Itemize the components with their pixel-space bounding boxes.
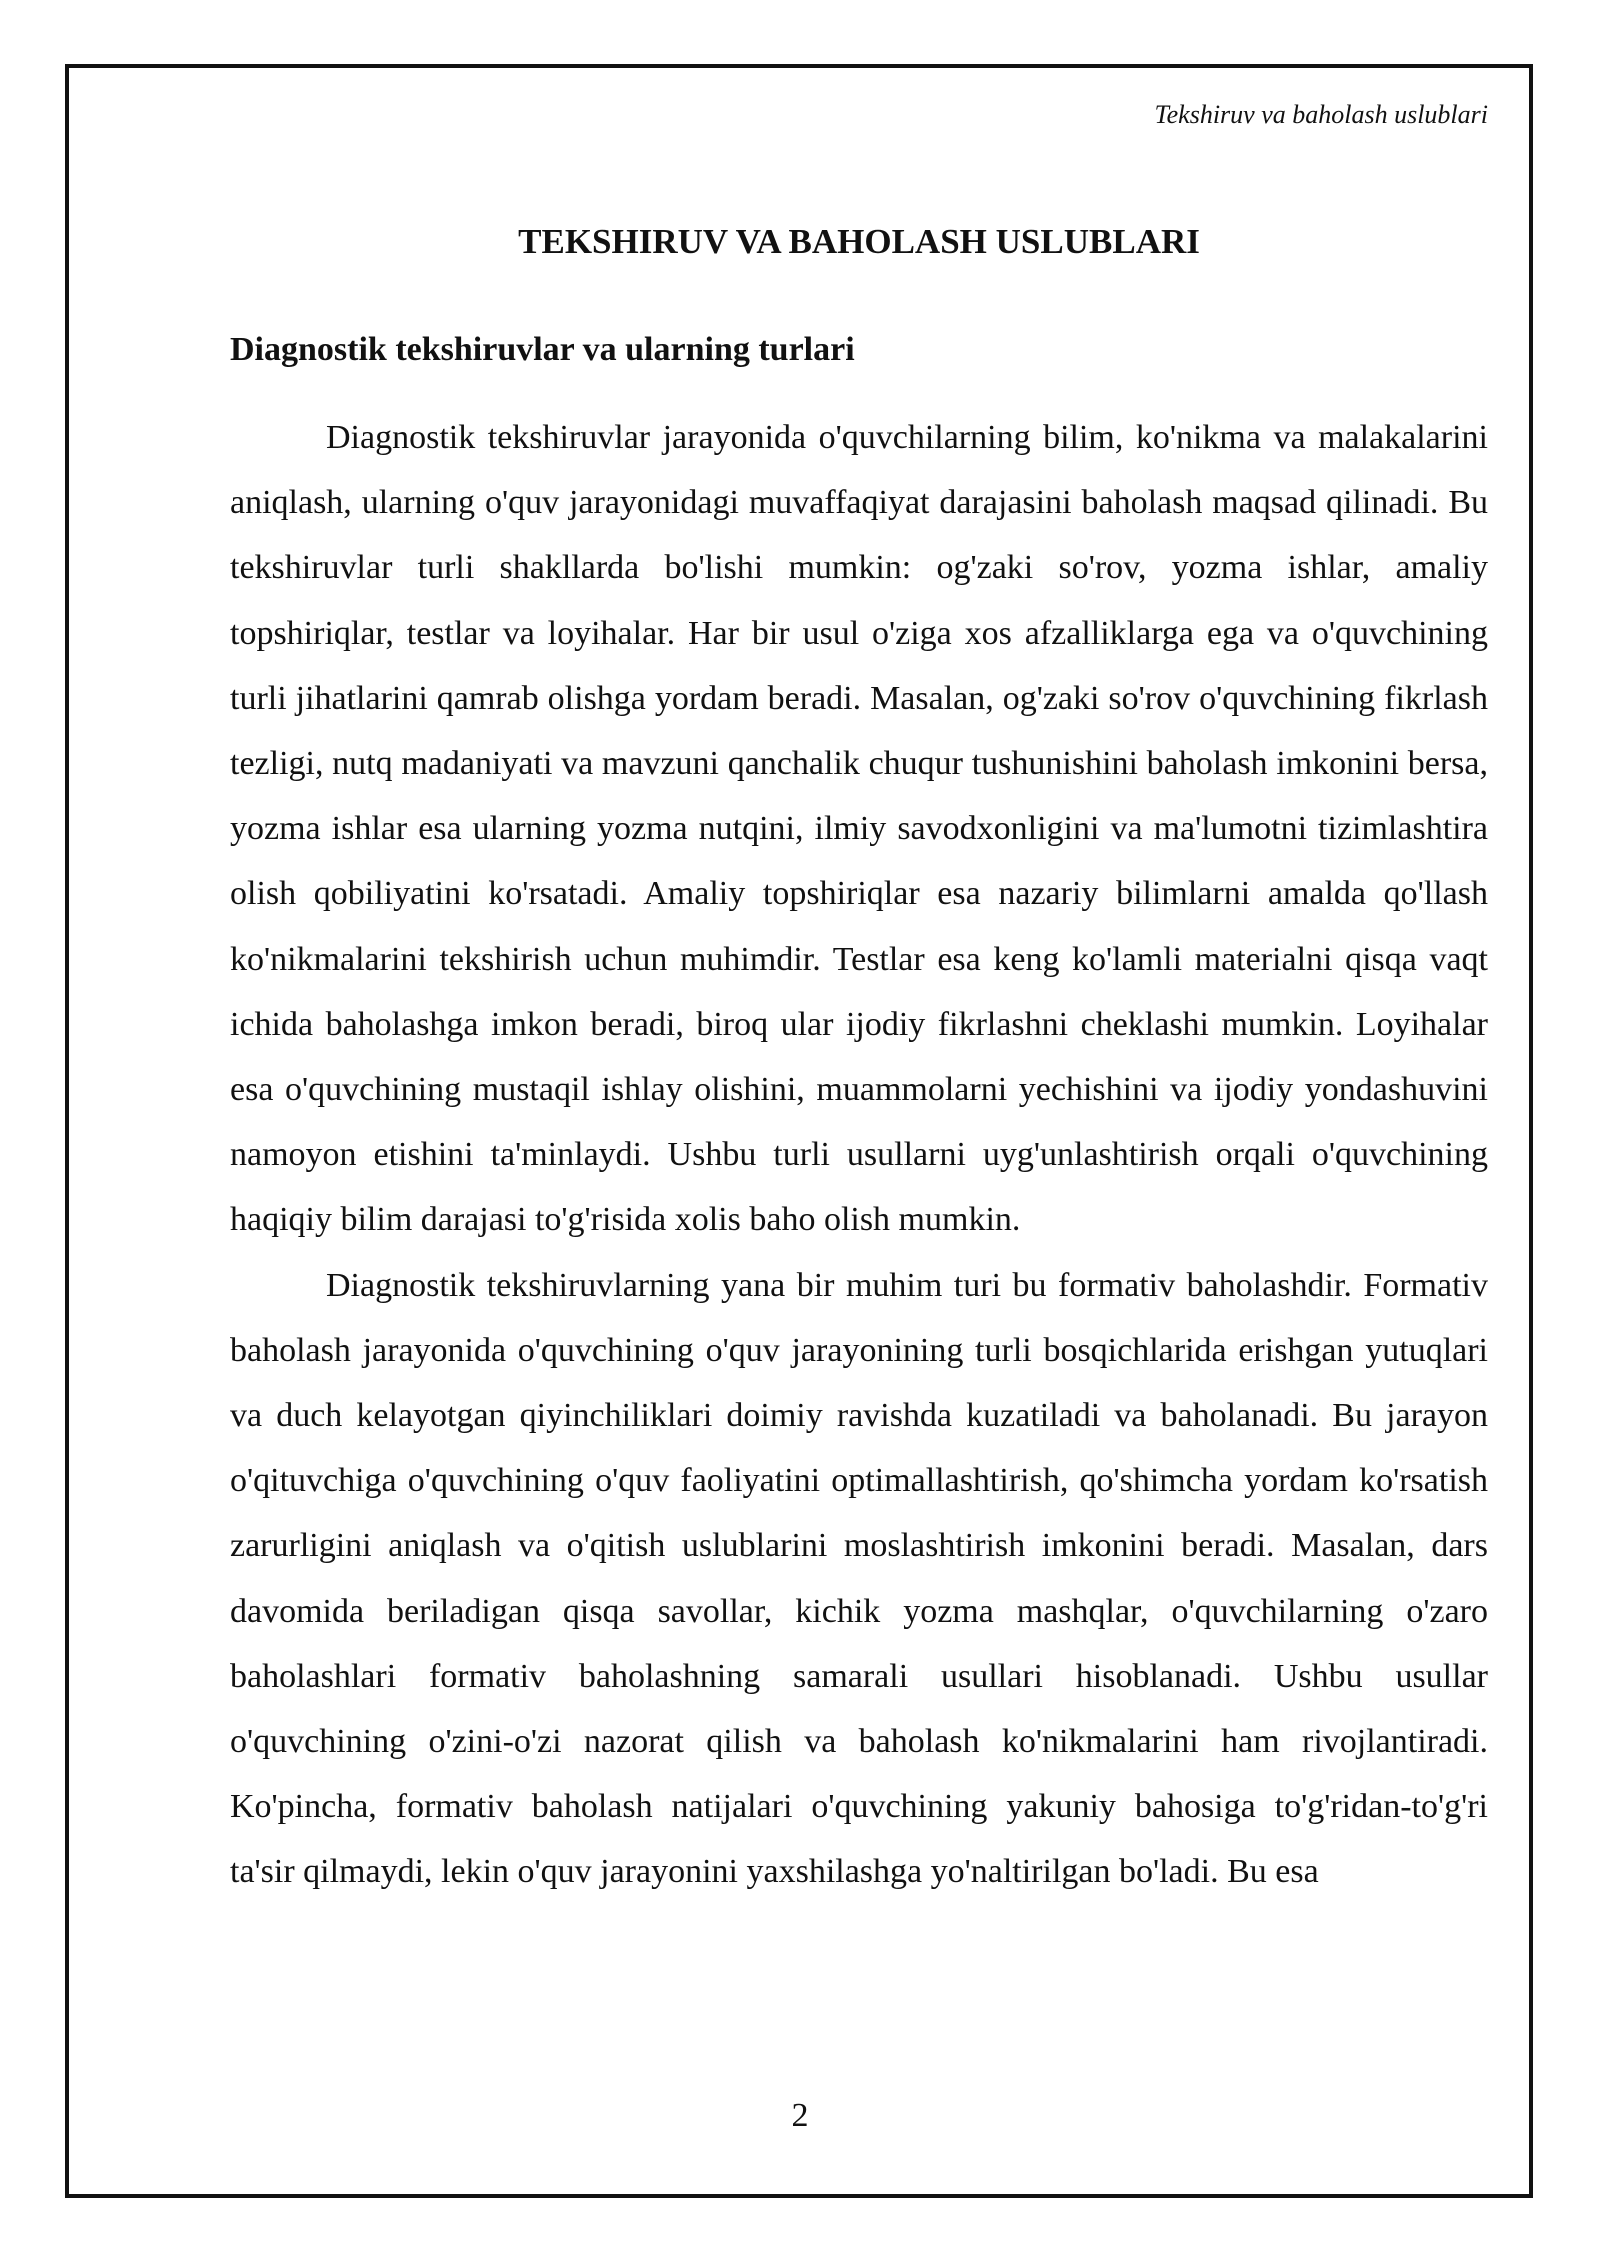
page-number: 2: [791, 2097, 809, 2134]
section-heading: Diagnostik tekshiruvlar va ularning turlari: [230, 331, 855, 368]
document-title: TEKSHIRUV VA BAHOLASH USLUBLARI: [518, 222, 1200, 261]
running-header: Tekshiruv va baholash uslublari: [1154, 100, 1488, 129]
paragraph-1: Diagnostik tekshiruvlar jarayonida o'quvchilarning bilim, ko'nikma va malakalarini aniqlash, ularning o'quv jarayonidagi muvaffaqiyat darajasini baholash maqsad qilinadi. Bu tekshiruvlar turli shakllarda bo'lishi mumkin: og'zaki so'rov, yozma ishlar, amaliy topshiriqlar, testlar va loyihalar. Har bir usul o'ziga xos afzalliklarga ega va o'quvchining turli jihatlarini qamrab olishga yordam beradi. Masalan, og'zaki so'rov o'quvchining fikrlash tezligi, nutq madaniyati va mavzuni qanchalik chuqur tushunishini baholash imkonini bersa, yozma ishlar esa ularning yozma nutqini, ilmiy savodxonligini va ma'lumotni tizimlashtira olish qobiliyatini ko'rsatadi. Amaliy topshiriqlar esa nazariy bilimlarni amalda qo'llash ko'nikmalarini tekshirish uchun muhimdir. Testlar esa keng ko'lamli materialni qisqa vaqt ichida baholashga imkon beradi, biroq ular ijodiy fikrlashni cheklashi mumkin. Loyihalar esa o'quvchining mustaqil ishlay olishini, muammolarni yechishini va ijodiy yondashuvini namoyon etishini ta'minlaydi. Ushbu turli usullarni uyg'unlashtirish orqali o'quvchining haqiqiy bilim darajasi to'g'risida xolis baho olish mumkin.: [230, 419, 1488, 1239]
paragraph-2: Diagnostik tekshiruvlarning yana bir muhim turi bu formativ baholashdir. Formativ baholash jarayonida o'quvchining o'quv jarayonining turli bosqichlarida erishgan yutuqlari va duch kelayotgan qiyinchiliklari doimiy ravishda kuzatiladi va baholanadi. Bu jarayon o'qituvchiga o'quvchining o'quv faoliyatini optimallashtirish, qo'shimcha yordam ko'rsatish zarurligini aniqlash va o'qitish uslublarini moslashtirish imkonini beradi. Masalan, dars davomida beriladigan qisqa savollar, kichik yozma mashqlar, o'quvchilarning o'zaro baholashlari formativ baholashning samarali usullari hisoblanadi. Ushbu usullar o'quvchining o'zini-o'zi nazorat qilish va baholash ko'nikmalarini ham rivojlantiradi. Ko'pincha, formativ baholash natijalari o'quvchining yakuniy bahosiga to'g'ridan-to'g'ri ta'sir qilmaydi, lekin o'quv jarayonini yaxshilashga yo'naltirilgan bo'ladi. Bu esa: [230, 1266, 1488, 1891]
body-text: [230, 405, 1488, 1905]
